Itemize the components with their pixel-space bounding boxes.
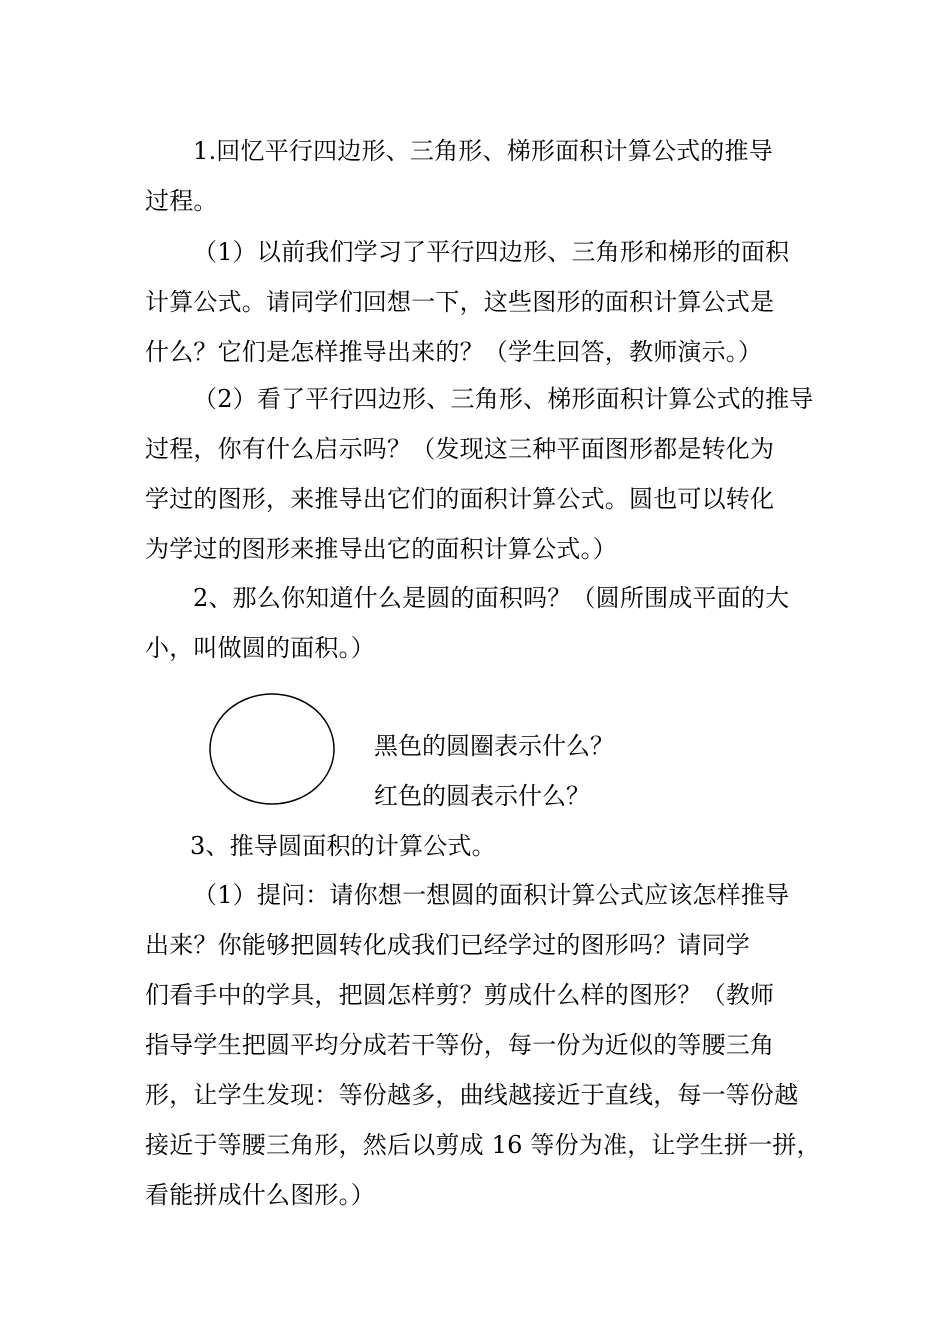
paragraph-1-line-2: 过程。 bbox=[145, 187, 218, 215]
paragraph-2-line-3: 什么？它们是怎样推导出来的？（学生回答，教师演示。） bbox=[145, 338, 763, 366]
paragraph-4-line-2: 小，叫做圆的面积。） bbox=[145, 634, 375, 662]
paragraph-1-line-1: 1.回忆平行四边形、三角形、梯形面积计算公式的推导 bbox=[193, 137, 773, 165]
paragraph-3-line-3: 学过的图形，来推导出它们的面积计算公式。圆也可以转化 bbox=[145, 485, 775, 513]
paragraph-3-line-4: 为学过的图形来推导出它的面积计算公式。） bbox=[145, 535, 617, 563]
paragraph-6-line-4: 指导学生把圆平均分成若干等份，每一份为近似的等腰三角 bbox=[145, 1031, 775, 1059]
paragraph-6-line-6: 接近于等腰三角形，然后以剪成 16 等份为准，让学生拼一拼， bbox=[145, 1131, 821, 1159]
figure-caption-2: 红色的圆表示什么？ bbox=[374, 782, 590, 810]
paragraph-6-line-7: 看能拼成什么图形。） bbox=[145, 1181, 375, 1209]
paragraph-2-line-2: 计算公式。请同学们回想一下，这些图形的面积计算公式是 bbox=[145, 288, 775, 316]
paragraph-6-line-2: 出来？你能够把圆转化成我们已经学过的图形吗？请同学 bbox=[145, 931, 750, 959]
circle-icon bbox=[208, 693, 338, 807]
paragraph-6-line-5: 形，让学生发现：等份越多，曲线越接近于直线，每一等份越 bbox=[145, 1081, 799, 1109]
paragraph-6-line-3: 们看手中的学具，把圆怎样剪？剪成什么样的图形？（教师 bbox=[145, 981, 775, 1009]
paragraph-4-line-1: 2、那么你知道什么是圆的面积吗？（圆所围成平面的大 bbox=[193, 584, 790, 612]
paragraph-2-line-1: （1）以前我们学习了平行四边形、三角形和梯形的面积 bbox=[193, 238, 790, 266]
circle-figure bbox=[208, 693, 338, 807]
paragraph-3-line-1: （2）看了平行四边形、三角形、梯形面积计算公式的推导 bbox=[193, 385, 814, 413]
paragraph-6-line-1: （1）提问：请你想一想圆的面积计算公式应该怎样推导 bbox=[193, 881, 790, 909]
paragraph-3-line-2: 过程，你有什么启示吗？（发现这三种平面图形都是转化为 bbox=[145, 435, 775, 463]
paragraph-5-line-1: 3、推导圆面积的计算公式。 bbox=[190, 832, 496, 860]
figure-caption-1: 黑色的圆圈表示什么？ bbox=[374, 732, 614, 760]
